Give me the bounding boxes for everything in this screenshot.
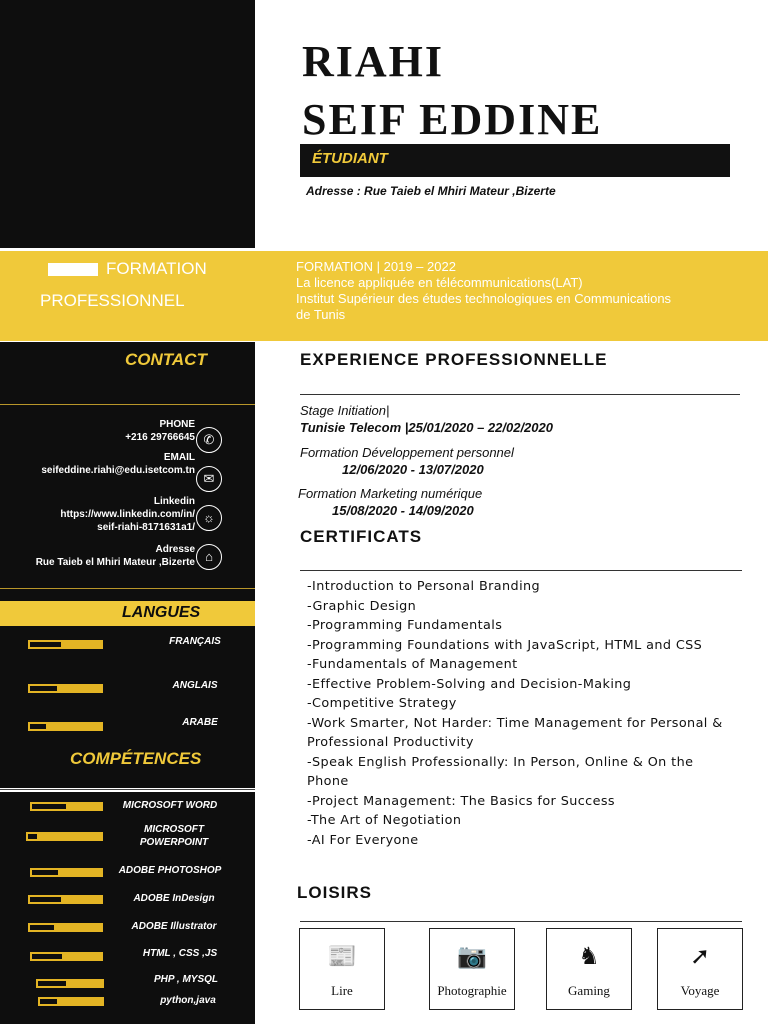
certificats-rule (300, 570, 742, 571)
experience-line: 15/08/2020 - 14/09/2020 (332, 503, 474, 518)
experience-line: 12/06/2020 - 13/07/2020 (342, 462, 484, 477)
experience-heading: EXPERIENCE PROFESSIONNELLE (300, 350, 608, 369)
competences-heading: COMPÉTENCES (70, 749, 202, 768)
phone-icon: ✆ (196, 427, 222, 453)
certificate-item: -Project Management: The Basics for Success (307, 793, 616, 809)
hobby-card-photographie (429, 928, 515, 1010)
skill-label-line: MICROSOFT (144, 824, 204, 835)
skill-level-bar (28, 895, 103, 904)
hobby-label: Gaming (568, 983, 610, 998)
language-label: ARABE (182, 717, 218, 728)
experience-line: Formation Développement personnel (300, 445, 514, 460)
phone-block (125, 418, 195, 444)
first-name: SEIF EDDINE (302, 95, 603, 144)
language-level-bar (28, 722, 103, 731)
experience-line: Stage Initiation| (300, 403, 390, 418)
language-level-bar (28, 640, 103, 649)
skill-level-bar (30, 868, 103, 877)
certificate-item: -Work Smarter, Not Harder: Time Management for Personal & Professional Productivity (307, 715, 723, 750)
certificate-item: -Speak English Professionally: In Person, Online & On the Phone (307, 754, 694, 789)
skill-level-bar (38, 997, 104, 1006)
formation-line: FORMATION | 2019 – 2022 (296, 259, 456, 274)
skill-label (124, 973, 248, 986)
skill-level-bar (28, 923, 103, 932)
skill-level-empty (39, 998, 58, 1005)
address-block (36, 543, 195, 569)
skill-label (108, 799, 232, 812)
skill-label-line: HTML , CSS ,JS (142, 948, 218, 959)
certificate-item: -Fundamentals of Management (307, 657, 518, 672)
certificats-list (307, 577, 737, 850)
skill-label (112, 823, 236, 849)
language-label: ANGLAIS (172, 680, 218, 691)
envelope-icon: ✉ (196, 466, 222, 492)
hobby-label: Voyage (680, 983, 720, 998)
address-value: Rue Taieb el Mhiri Mateur ,Bizerte (35, 557, 195, 568)
langues-heading: LANGUES (122, 604, 201, 621)
skill-level-bar (30, 802, 103, 811)
certificate-item: -Programming Fundamentals (307, 618, 503, 633)
skill-label (126, 994, 250, 1007)
language-level-bar (28, 684, 103, 693)
skill-label (108, 864, 232, 877)
linkedin-url-1[interactable]: https://www.linkedin.com/in/ (60, 509, 195, 520)
home-icon: ⌂ (196, 544, 222, 570)
sidebar-top-panel (0, 0, 255, 248)
chess-knight-icon: ♞ (578, 943, 600, 970)
competences-divider (0, 789, 255, 790)
language-label: FRANÇAIS (169, 636, 221, 647)
contact-divider (0, 404, 255, 405)
formation-marker (48, 263, 98, 276)
linkedin-block (60, 495, 195, 534)
experience-rule (300, 394, 740, 395)
email-value[interactable]: seifeddine.riahi@edu.isetcom.tn (41, 465, 195, 476)
certificats-heading: CERTIFICATS (300, 527, 423, 546)
linkedin-url-2[interactable]: seif-riahi-8171631a1/ (97, 522, 195, 533)
skill-label-line: PHP , MYSQL (153, 974, 219, 985)
globe-icon: ☼ (196, 505, 222, 531)
certificate-item: -Programming Foundations with JavaScript, HTML and CSS (307, 637, 703, 653)
skill-label-line: ADOBE Illustrator (131, 921, 217, 932)
skill-label-line: MICROSOFT WORD (122, 800, 218, 811)
certificate-item: -AI For Everyone (307, 832, 419, 848)
hobby-card-lire (299, 928, 385, 1010)
hobby-label: Lire (331, 983, 353, 998)
certificate-item: -The Art of Negotiation (307, 813, 462, 828)
skill-label-line: ADOBE InDesign (133, 893, 215, 904)
contact-bottom-divider (0, 588, 255, 589)
skill-level-empty (29, 896, 62, 903)
compass-icon: ➚ (689, 943, 711, 970)
last-name: RIAHI (302, 37, 445, 86)
certificate-item: -Introduction to Personal Branding (307, 579, 541, 594)
skill-level-bar (26, 832, 103, 841)
skill-label (112, 920, 236, 933)
language-level-empty (29, 685, 58, 692)
certificate-item: -Effective Problem-Solving and Decision-Making (307, 676, 632, 692)
hobby-card-voyage (657, 928, 743, 1010)
contact-heading: CONTACT (125, 350, 207, 369)
newspaper-icon: 📰 (327, 943, 357, 970)
skill-label (112, 892, 236, 905)
loisirs-rule (300, 921, 742, 922)
email-block (41, 451, 195, 477)
language-level-empty (29, 723, 47, 730)
experience-line: Formation Marketing numérique (298, 486, 483, 501)
hobby-card-gaming (546, 928, 632, 1010)
address-label: Adresse (155, 544, 195, 555)
formation-details (296, 259, 756, 323)
email-label: EMAIL (163, 452, 195, 463)
skill-level-bar (30, 952, 103, 961)
language-level-empty (29, 641, 62, 648)
skill-label-line: POWERPOINT (139, 837, 209, 848)
camera-icon: 📷 (457, 943, 487, 970)
role-title: ÉTUDIANT (312, 150, 388, 167)
linkedin-label: Linkedin (153, 496, 195, 507)
experience-line: Tunisie Telecom |25/01/2020 – 22/02/2020 (300, 420, 553, 435)
certificate-item: -Graphic Design (307, 598, 417, 614)
skill-level-empty (31, 869, 59, 876)
loisirs-heading: LOISIRS (297, 883, 373, 902)
formation-line: La licence appliquée en télécommunications(LAT) (296, 275, 583, 290)
skill-level-empty (31, 953, 63, 960)
header-address: Adresse : Rue Taieb el Mhiri Mateur ,Bizerte (306, 184, 556, 198)
formation-heading-line2: PROFESSIONNEL (40, 291, 185, 310)
skill-level-empty (37, 980, 67, 987)
formation-line: de Tunis (296, 307, 346, 322)
phone-label: PHONE (159, 419, 195, 430)
skill-label-line: python,java (160, 995, 216, 1006)
formation-line: Institut Supérieur des études technologiques en Communications (296, 291, 672, 306)
skill-level-empty (29, 924, 55, 931)
formation-heading-line1: FORMATION (106, 259, 207, 278)
skill-level-empty (31, 803, 67, 810)
skill-level-bar (36, 979, 104, 988)
hobby-label: Photographie (437, 983, 507, 998)
skill-level-empty (27, 833, 38, 840)
certificate-item: -Competitive Strategy (307, 696, 457, 711)
skill-label-line: ADOBE PHOTOSHOP (118, 865, 222, 876)
phone-value[interactable]: +216 29766645 (125, 432, 195, 443)
skill-label (118, 947, 242, 960)
